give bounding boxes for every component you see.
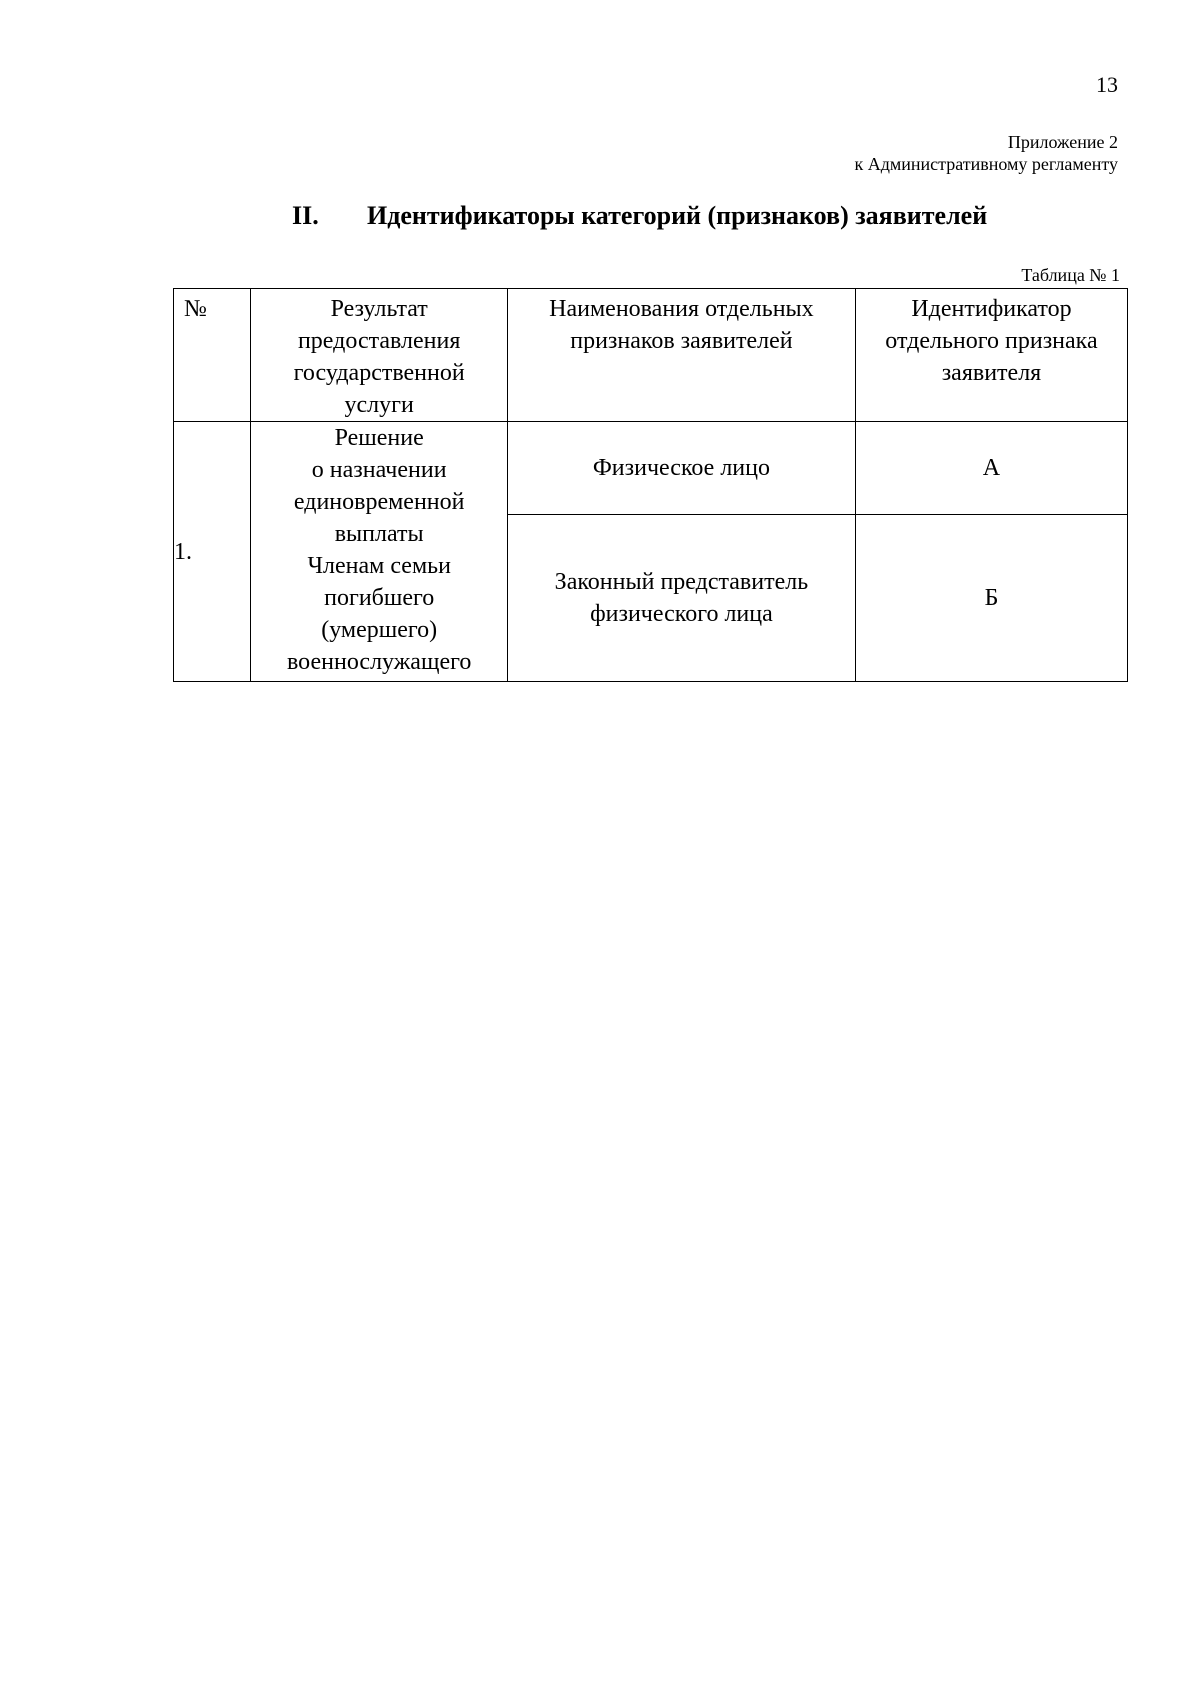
section-heading bbox=[292, 201, 987, 231]
applicant-feature-identifier: Б bbox=[855, 515, 1127, 682]
appendix-line-2: к Административному регламенту bbox=[854, 154, 1118, 174]
row-number: 1. bbox=[174, 422, 251, 682]
header-number: № bbox=[174, 289, 251, 422]
table-row bbox=[174, 422, 1128, 515]
section-number: II. bbox=[292, 201, 319, 230]
applicant-feature-name: Законный представитель физического лица bbox=[507, 515, 855, 682]
page-number: 13 bbox=[1096, 72, 1118, 97]
header-result: Результат предоставления государственной услуги bbox=[251, 289, 507, 422]
header-applicant-features: Наименования отдельных признаков заявителей bbox=[507, 289, 855, 422]
row-result: Решение о назначении единовременной выплаты Членам семьи погибшего (умершего) военнослужащего bbox=[251, 422, 507, 682]
header-identifier: Идентификатор отдельного признака заявителя bbox=[855, 289, 1127, 422]
appendix-reference bbox=[854, 131, 1118, 175]
table-header-row bbox=[174, 289, 1128, 422]
section-title: Идентификаторы категорий (признаков) заявителей bbox=[367, 201, 988, 230]
applicant-feature-identifier: А bbox=[855, 422, 1127, 515]
appendix-line-1: Приложение 2 bbox=[1007, 132, 1118, 152]
table-caption: Таблица № 1 bbox=[1021, 265, 1120, 285]
applicant-feature-name: Физическое лицо bbox=[507, 422, 855, 515]
identifiers-table bbox=[173, 288, 1128, 682]
